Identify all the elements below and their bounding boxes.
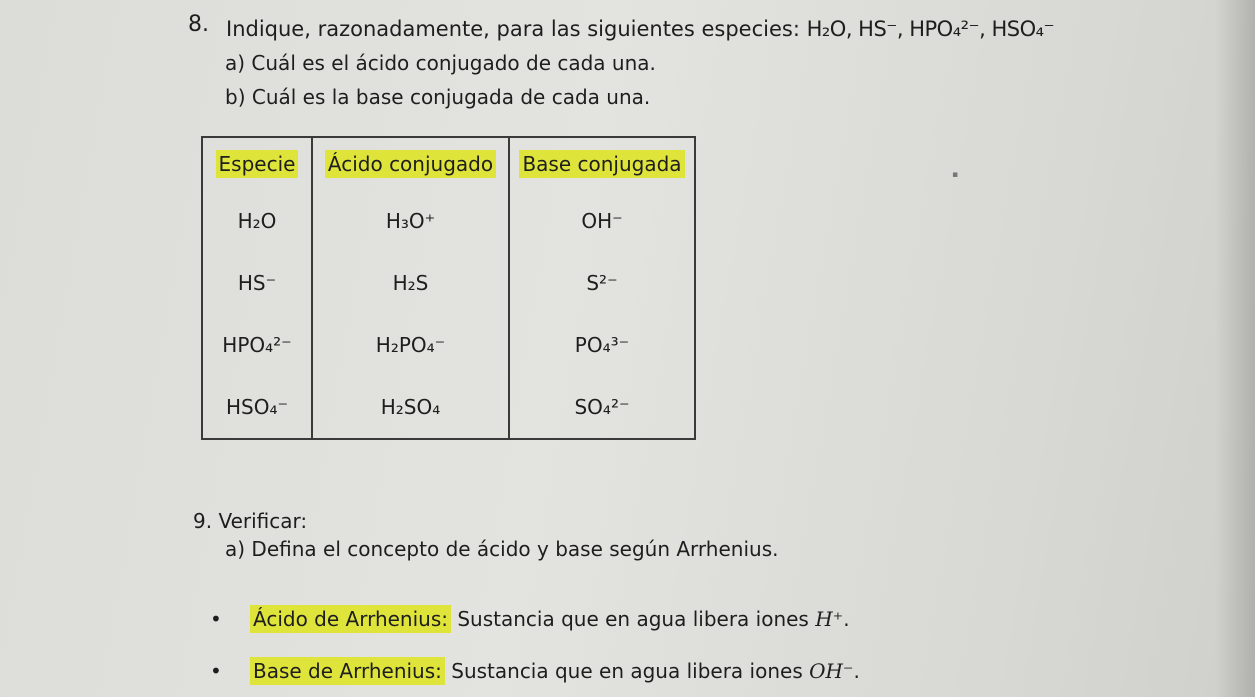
arrhenius-acid-ion: H⁺ [815,607,844,631]
question-8-prompt-text: Indique, razonadamente, para las siguientes especies: [226,17,807,41]
question-9-part-a: a) Defina el concepto de ácido y base según Arrhenius. [225,537,779,561]
cell-base: PO₄³⁻ [509,314,695,376]
header-acido-label: Ácido conjugado [325,150,496,178]
table-row [202,252,695,314]
cell-species: HSO₄⁻ [202,376,312,439]
cell-acid: H₃O⁺ [312,190,509,252]
bullet-icon: • [210,659,222,683]
question-8-prompt [226,17,1054,41]
arrhenius-base-end: . [853,659,860,683]
table-row [202,190,695,252]
page-edge-shadow [1215,0,1255,697]
header-especie-label: Especie [216,150,299,178]
question-9-title: 9. Verificar: [193,509,308,533]
header-base-label: Base conjugada [519,150,684,178]
mouse-cursor-icon: ▪ [952,170,959,180]
header-acido [312,137,509,190]
arrhenius-acid-end: . [843,607,850,631]
conjugate-table [201,136,696,440]
table-header-row [202,137,695,190]
arrhenius-acid-definition [250,607,850,631]
cell-acid: H₂PO₄⁻ [312,314,509,376]
cell-species: H₂O [202,190,312,252]
arrhenius-base-term: Base de Arrhenius: [250,657,445,685]
cell-base: SO₄²⁻ [509,376,695,439]
bullet-icon: • [210,607,222,631]
header-base [509,137,695,190]
cell-acid: H₂SO₄ [312,376,509,439]
arrhenius-acid-term: Ácido de Arrhenius: [250,605,451,633]
cell-base: S²⁻ [509,252,695,314]
cell-species: HS⁻ [202,252,312,314]
arrhenius-base-text: Sustancia que en agua libera iones [444,659,810,683]
question-8-part-b: b) Cuál es la base conjugada de cada una. [225,85,651,109]
cell-species: HPO₄²⁻ [202,314,312,376]
header-especie [202,137,312,190]
arrhenius-acid-text: Sustancia que en agua libera iones [451,607,816,631]
cell-base: OH⁻ [509,190,695,252]
question-8-part-a: a) Cuál es el ácido conjugado de cada una. [225,51,656,75]
table-row [202,376,695,439]
question-8-number: 8. [188,12,209,37]
cell-acid: H₂S [312,252,509,314]
arrhenius-base-ion: OH⁻ [809,659,854,683]
table-row [202,314,695,376]
arrhenius-base-definition [250,659,860,683]
question-8-species: H₂O, HS⁻, HPO₄²⁻, HSO₄⁻ [806,17,1055,41]
